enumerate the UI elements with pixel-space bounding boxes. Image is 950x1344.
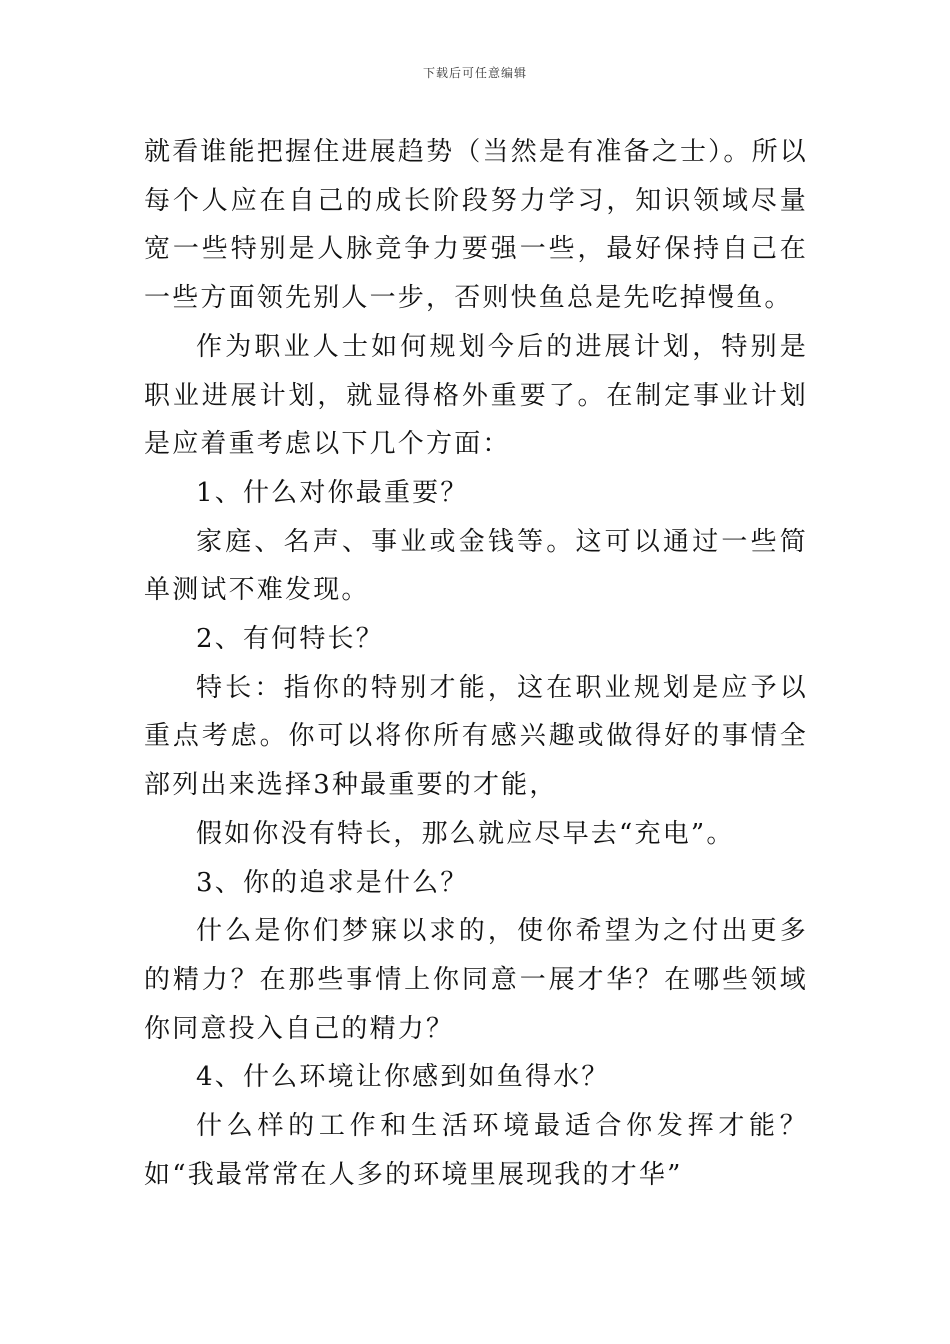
heading-item-3: 3、你的追求是什么？	[196, 867, 469, 898]
heading-item-1: 1、什么对你最重要？	[196, 477, 469, 508]
document-body	[144, 128, 808, 1199]
heading-item-4: 4、什么环境让你感到如鱼得水？	[196, 1062, 610, 1093]
page-header: 下载后可任意编辑	[422, 66, 527, 80]
paragraph-item-3: 什么是你们梦寐以求的，使你希望为之付出更多的精力？在那些事情上你同意一展才华？在哪些领域你同意投入自己的精力？	[144, 916, 808, 1044]
paragraph-career-planning: 作为职业人士如何规划今后的进展计划，特别是职业进展计划，就显得格外重要了。在制定事业计划是应着重考虑以下几个方面：	[144, 331, 808, 460]
paragraph-item-4: 什么样的工作和生活环境最适合你发挥才能？如“我最常常在人多的环境里展现我的才华”	[144, 1111, 808, 1190]
paragraph-continuation: 就看谁能把握住进展趋势（当然是有准备之士）。所以每个人应在自己的成长阶段努力学习，知识领域尽量宽一些特别是人脉竞争力要强一些，最好保持自己在一些方面领先别人一步，否则快鱼总是先吃掉慢鱼。	[144, 137, 808, 314]
paragraph-item-2-note: 假如你没有特长，那么就应尽早去“充电”。	[196, 818, 735, 849]
heading-item-2: 2、有何特长？	[196, 624, 384, 655]
paragraph-item-1: 家庭、名声、事业或金钱等。这可以通过一些简单测试不难发现。	[144, 526, 808, 606]
paragraph-item-2: 特长：指你的特别才能，这在职业规划是应予以重点考虑。你可以将你所有感兴趣或做得好的事情全部列出来选择3种最重要的才能，	[144, 672, 808, 801]
